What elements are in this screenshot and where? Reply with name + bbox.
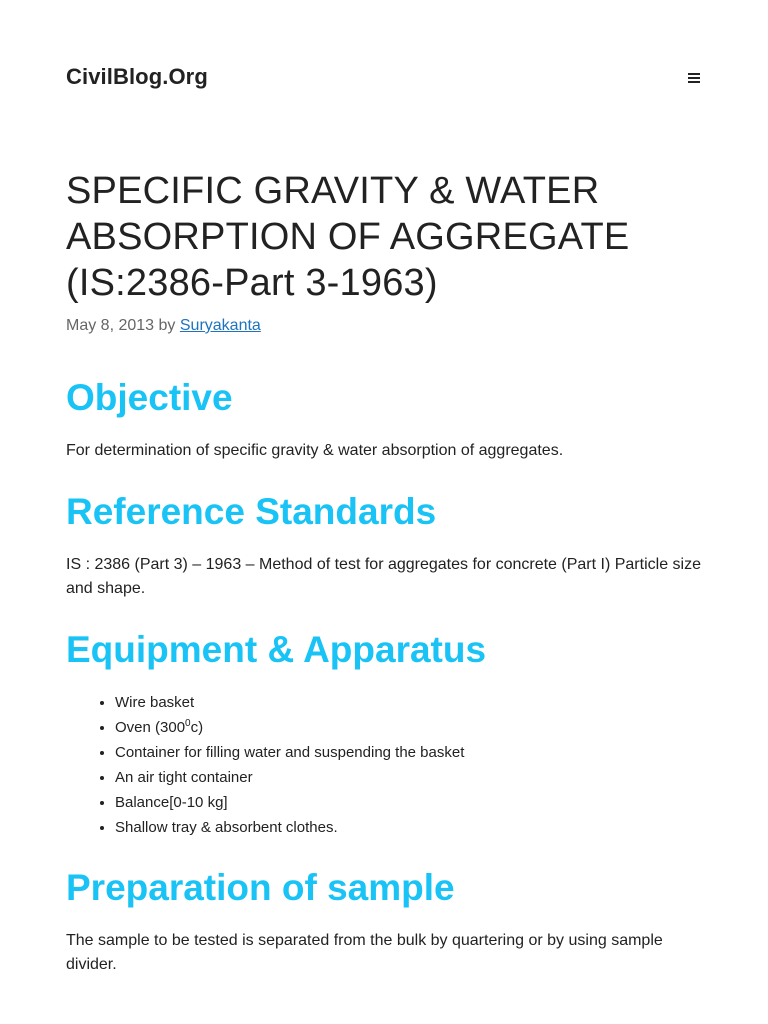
hamburger-menu-icon[interactable]: [686, 70, 702, 86]
preparation-heading: Preparation of sample: [66, 867, 455, 908]
site-title-link[interactable]: CivilBlog.Org: [66, 64, 208, 89]
post-date: May 8, 2013: [66, 317, 155, 334]
list-item: • Wire basket: [115, 690, 702, 715]
objective-text: For determination of specific gravity & water absorption of aggregates.: [66, 442, 564, 459]
author-link[interactable]: Suryakanta: [179, 317, 261, 334]
page-title: SPECIFIC GRAVITY & WATER ABSORPTION OF AGGREGATE (IS:2386-Part 3-1963): [66, 170, 630, 304]
preparation-text: The sample to be tested is separated from the bulk by quartering or by using sample divider.: [66, 932, 663, 973]
reference-text: IS : 2386 (Part 3) – 1963 – Method of test for aggregates for concrete (Part I) Particle size and shape.: [66, 556, 701, 597]
menu-bar: [688, 77, 700, 79]
list-item: • Container for filling water and suspending the basket: [115, 740, 702, 765]
oven-label: Oven (300: [115, 719, 186, 736]
oven-suffix: c): [190, 719, 204, 736]
entry-meta: [66, 314, 702, 338]
equipment-heading: Equipment & Apparatus: [66, 629, 487, 670]
list-item: • An air tight container: [115, 765, 702, 790]
byline-prefix: by: [158, 317, 176, 334]
reference-heading: Reference Standards: [66, 491, 437, 532]
list-item: • Balance[0-10 kg]: [115, 790, 702, 815]
site-header: [66, 60, 702, 96]
oven-superscript: 0: [185, 718, 191, 729]
article: [66, 168, 702, 977]
list-item: • Shallow tray & absorbent clothes.: [115, 815, 702, 840]
objective-heading: Objective: [66, 377, 233, 418]
menu-bar: [688, 73, 700, 75]
menu-bar: [688, 81, 700, 83]
equipment-list: [66, 690, 702, 840]
list-item: [115, 715, 702, 740]
